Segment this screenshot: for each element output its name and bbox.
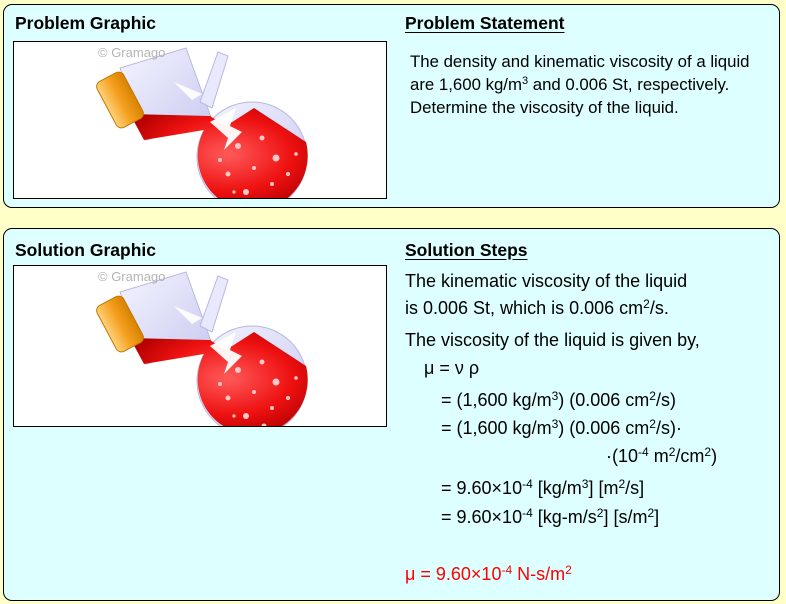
flask-illustration: [14, 266, 387, 427]
step-line-3: The viscosity of the liquid is given by,: [405, 330, 700, 350]
step-line-7: $\cdot(10^{-4}$ $m^2/cm^2$): [606, 445, 718, 466]
solution-graphic: [13, 265, 387, 427]
solution-graphic-heading: Solution Graphic: [15, 240, 156, 260]
step-line-6: = (1,600 $kg/m^3$) (0.006 $cm^2/s)\cdot$: [441, 417, 682, 438]
step-line-2: is 0.006 St, which is 0.006 $cm^2/s$.: [405, 297, 669, 318]
copyright-label: © Gramago: [98, 45, 166, 60]
step-line-8: = $9.60\times 10^{-4}$ $[kg/m^3]$ $[m^2/s]$: [441, 477, 645, 498]
problem-statement-text: The density and kinematic viscosity of a liquid are 1,600 $kg/m^3$ and 0.006 St, respectively. Determine the viscosity of the liquid.: [410, 52, 750, 117]
solution-steps-heading: Solution Steps: [405, 240, 528, 260]
problem-graphic-heading: Problem Graphic: [15, 13, 157, 33]
step-line-1: The kinematic viscosity of the liquid: [405, 271, 688, 291]
final-answer: $\mu = 9.60\times 10^{-4}$ $N-s/m^2$: [405, 563, 572, 584]
flask-illustration: [14, 42, 387, 199]
problem-statement-heading: Problem Statement: [405, 13, 565, 33]
solution-panel: [3, 228, 780, 601]
problem-graphic: [13, 41, 387, 199]
step-line-9: = $9.60\times 10^{-4}$ $[kg-m/s^2]$ $[s/m^2]$: [441, 506, 660, 527]
copyright-label: © Gramago: [98, 269, 166, 284]
problem-panel: [3, 4, 780, 208]
step-line-5: = (1,600 $kg/m^3$) (0.006 $cm^2/s$): [441, 389, 676, 410]
step-line-4: μ = ν ρ: [424, 358, 480, 378]
